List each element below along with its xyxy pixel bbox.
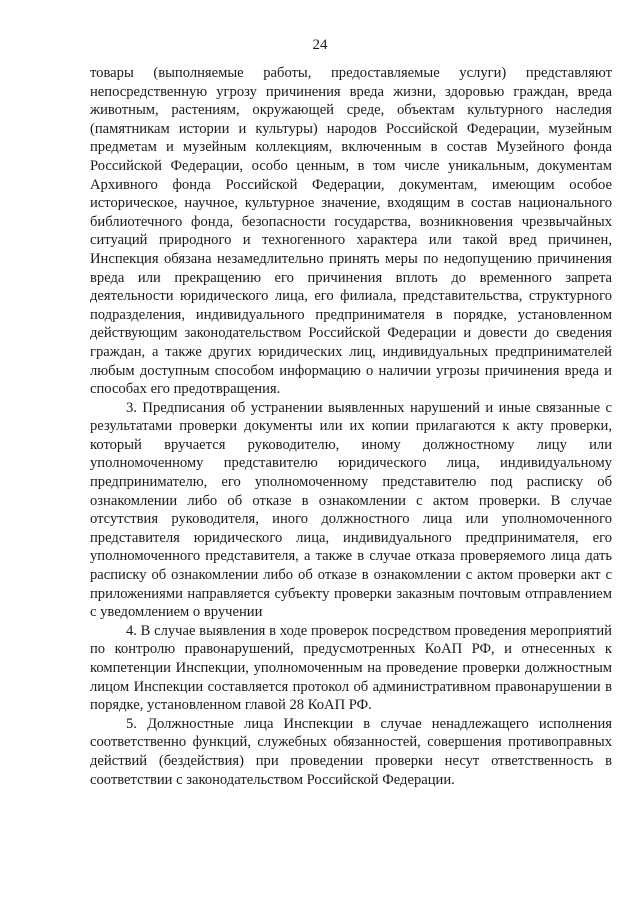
page-number: 24	[312, 37, 328, 53]
paragraph-item-4: 4. В случае выявления в ходе проверок посредством проведения мероприятий по контролю правонарушений, предусмотренных КоАП РФ, и отнесенных к компетенции Инспекции, уполномоченным на проведение проверки должностным лицом Инспекции составляется протокол об административном правонарушении в порядке, установленном главой 28 КоАП РФ.	[90, 622, 612, 714]
document-body	[90, 64, 612, 789]
paragraph-item-3: 3. Предписания об устранении выявленных нарушений и иные связанные с результатами проверки документы или их копии прилагаются к акту проверки, который вручается руководителю, иному должностному лицу или уполномоченному представителю юридического лица, индивидуальному предпринимателю, его уполномоченному представителю под расписку об ознакомлении либо об отказе в ознакомлении с актом проверки. В случае отсутствия руководителя, иного должностного лица или уполномоченного представителя юридического лица, индивидуального предпринимателя, его уполномоченного представителя, а также в случае отказа проверяемого лица дать расписку об ознакомлении либо об отказе в ознакомлении с актом проверки акт с приложениями направляется субъекту проверки заказным почтовым отправлением с уведомлением о вручении	[90, 399, 612, 621]
paragraph-item-5: 5. Должностные лица Инспекции в случае ненадлежащего исполнения соответственно функций, служебных обязанностей, совершения противоправных действий (бездействия) при проведении проверки несут ответственность в соответствии с законодательством Российской Федерации.	[90, 715, 612, 788]
paragraph-continuation: товары (выполняемые работы, предоставляемые услуги) представляют непосредственную угрозу причинения вреда жизни, здоровью граждан, вреда животным, растениям, окружающей среде, объектам культурного наследия (памятникам истории и культуры) народов Российской Федерации, музейным предметам и музейным коллекциям, включенным в состав Музейного фонда Российской Федерации, особо ценным, в том числе уникальным, документам Архивного фонда Российской Федерации, документам, имеющим особое историческое, научное, культурное значение, входящим в состав национального библиотечного фонда, безопасности государства, возникновения чрезвычайных ситуаций природного и техногенного характера или такой вред причинен, Инспекция обязана незамедлительно принять меры по недопущению причинения вреда или прекращению его причинения вплоть до временного запрета деятельности юридического лица, его филиала, представительства, структурного подразделения, индивидуального предпринимателя в порядке, установленном действующим законодательством Российской Федерации и довести до сведения граждан, а также других юридических лиц, индивидуальных предпринимателей любым доступным способом информацию о наличии угрозы причинения вреда и способах его предотвращения.	[90, 65, 612, 398]
